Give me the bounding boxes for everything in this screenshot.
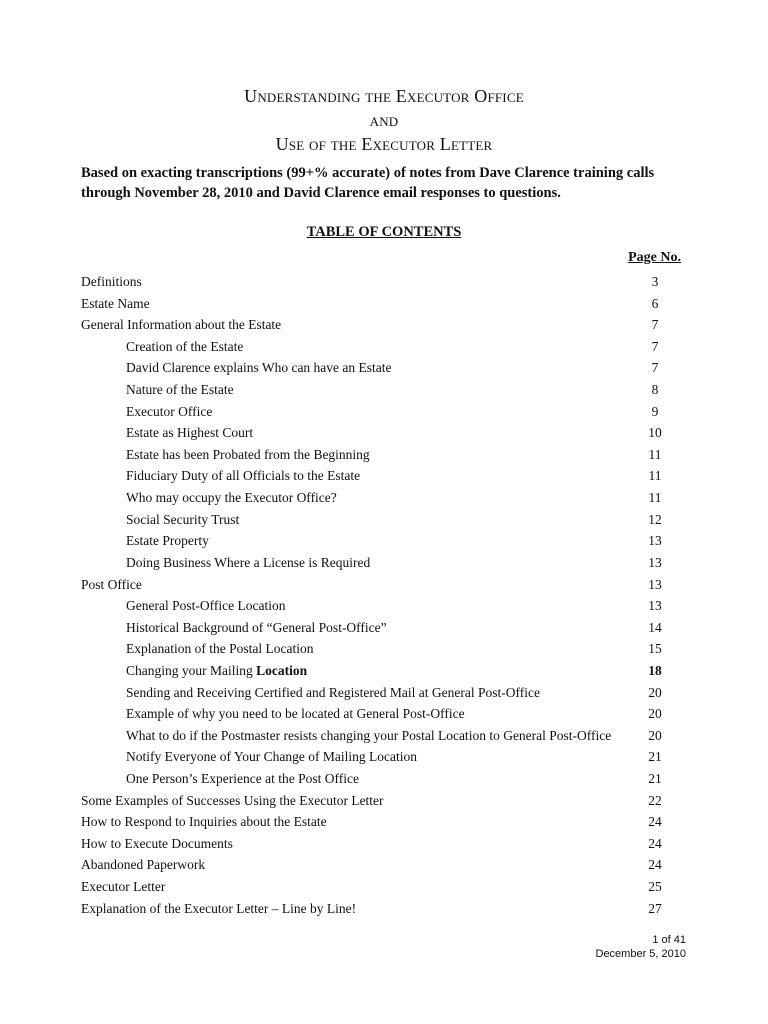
intro-paragraph: Based on exacting transcriptions (99+% accurate) of notes from Dave Clarence training calls through November 28, 2010 and David Clarence email responses to questions. (81, 165, 655, 201)
toc-entry (0, 703, 768, 725)
toc-entry-page-number: 21 (648, 749, 662, 765)
toc-entry (0, 314, 768, 336)
toc-entry-page-number: 13 (648, 533, 662, 549)
toc-entry (0, 898, 768, 920)
toc-entry (0, 595, 768, 617)
toc-entry (0, 271, 768, 293)
toc-entry-page-number: 13 (648, 598, 662, 614)
toc-entry-page-number: 7 (651, 317, 659, 333)
toc-entry-page-number: 24 (648, 814, 662, 830)
toc-entry-page-number: 20 (648, 684, 662, 700)
toc-entry-title: How to Execute Documents (81, 835, 233, 851)
toc-entry-title: Explanation of the Postal Location (126, 641, 314, 657)
toc-entry-page-number: 25 (648, 879, 662, 895)
toc-entry (0, 379, 768, 401)
page-number-column-header: Page No. (628, 250, 681, 265)
toc-entry (0, 725, 768, 747)
toc-entry-page-number: 15 (648, 641, 662, 657)
toc-entry-title: Estate as Highest Court (126, 425, 254, 441)
toc-entry (0, 876, 768, 898)
toc-entry-title: One Person’s Experience at the Post Office (126, 771, 359, 787)
toc-entry-title: Changing your Mailing Location (126, 662, 308, 678)
toc-entry-title: Estate Property (126, 533, 209, 549)
toc-entry-page-number: 11 (648, 446, 662, 462)
toc-entry-title: Executor Letter (81, 879, 166, 895)
toc-entry-title-bold: Location (256, 662, 308, 678)
toc-entry-page-number: 22 (648, 792, 662, 808)
toc-entry-title: General Information about the Estate (81, 317, 282, 333)
toc-entry-title: Notify Everyone of Your Change of Mailing Location (126, 749, 417, 765)
toc-entry (0, 530, 768, 552)
toc-entry (0, 638, 768, 660)
toc-entry-page-number: 11 (648, 468, 662, 484)
toc-entry-title: Abandoned Paperwork (81, 857, 206, 873)
toc-entry (0, 401, 768, 423)
toc-entry (0, 509, 768, 531)
toc-entry-title: Creation of the Estate (126, 338, 244, 354)
toc-entry-title: Fiduciary Duty of all Officials to the Estate (126, 468, 361, 484)
toc-entry (0, 293, 768, 315)
toc-entry (0, 746, 768, 768)
toc-entry (0, 854, 768, 876)
toc-entry (0, 465, 768, 487)
toc-entry-page-number: 24 (648, 857, 662, 873)
toc-entry-page-number: 6 (651, 295, 659, 311)
toc-entry-page-number: 7 (651, 360, 659, 376)
table-of-contents (0, 271, 768, 919)
toc-entry-page-number: 27 (648, 900, 662, 916)
toc-entry-title: Some Examples of Successes Using the Executor Letter (81, 792, 384, 808)
toc-entry-page-number: 18 (648, 662, 662, 678)
toc-entry (0, 660, 768, 682)
toc-entry-page-number: 10 (648, 425, 662, 441)
toc-entry-title: David Clarence explains Who can have an Estate (126, 360, 392, 376)
toc-entry-title: How to Respond to Inquiries about the Estate (81, 814, 327, 830)
toc-entry (0, 617, 768, 639)
toc-entry (0, 811, 768, 833)
toc-entry (0, 444, 768, 466)
toc-entry (0, 422, 768, 444)
toc-entry-title: Social Security Trust (126, 511, 240, 527)
toc-entry-title: Estate has been Probated from the Beginning (126, 446, 370, 462)
toc-entry-page-number: 8 (651, 382, 659, 398)
toc-entry (0, 833, 768, 855)
toc-entry-page-number: 12 (648, 511, 662, 527)
toc-entry (0, 682, 768, 704)
toc-entry-title: Post Office (81, 576, 142, 592)
toc-entry-title: Example of why you need to be located at General Post-Office (126, 706, 465, 722)
toc-entry-title: Definitions (81, 274, 142, 289)
toc-entry-title: Doing Business Where a License is Required (126, 554, 371, 570)
toc-entry (0, 487, 768, 509)
toc-entry-title: Historical Background of “General Post-Office” (126, 619, 387, 635)
page-indicator: 1 of 41 (652, 934, 686, 946)
toc-entry (0, 357, 768, 379)
toc-entry-page-number: 21 (648, 771, 662, 787)
toc-entry-title: Nature of the Estate (126, 382, 234, 398)
toc-heading: TABLE OF CONTENTS (306, 224, 462, 240)
toc-entry-title: Who may occupy the Executor Office? (126, 490, 337, 506)
toc-entry (0, 552, 768, 574)
toc-entry (0, 574, 768, 596)
toc-entry-title: Sending and Receiving Certified and Registered Mail at General Post-Office (126, 684, 541, 700)
document-title-line-2: and (369, 110, 399, 130)
toc-entry-page-number: 20 (648, 727, 662, 743)
toc-entry-page-number: 14 (648, 619, 662, 635)
toc-entry-page-number: 13 (648, 554, 662, 570)
document-title-line-1: Understanding the Executor Office (244, 86, 524, 106)
toc-entry-title: Explanation of the Executor Letter – Line by Line! (81, 900, 357, 916)
toc-entry-page-number: 7 (651, 338, 659, 354)
toc-entry (0, 790, 768, 812)
toc-entry-page-number: 24 (648, 835, 662, 851)
toc-entry-title: General Post-Office Location (126, 598, 286, 614)
toc-entry-page-number: 11 (648, 490, 662, 506)
toc-entry-title: Estate Name (81, 295, 150, 311)
toc-entry-title: What to do if the Postmaster resists changing your Postal Location to General Post-Office (126, 727, 612, 743)
toc-entry-title: Executor Office (126, 403, 213, 419)
toc-entry-page-number: 9 (651, 403, 659, 419)
toc-entry-page-number: 13 (648, 576, 662, 592)
toc-entry (0, 336, 768, 358)
document-title-line-3: Use of the Executor Letter (275, 134, 493, 154)
toc-entry (0, 768, 768, 790)
footer-date: December 5, 2010 (595, 948, 686, 960)
toc-entry-page-number: 20 (648, 706, 662, 722)
toc-entry-page-number: 3 (651, 274, 659, 289)
